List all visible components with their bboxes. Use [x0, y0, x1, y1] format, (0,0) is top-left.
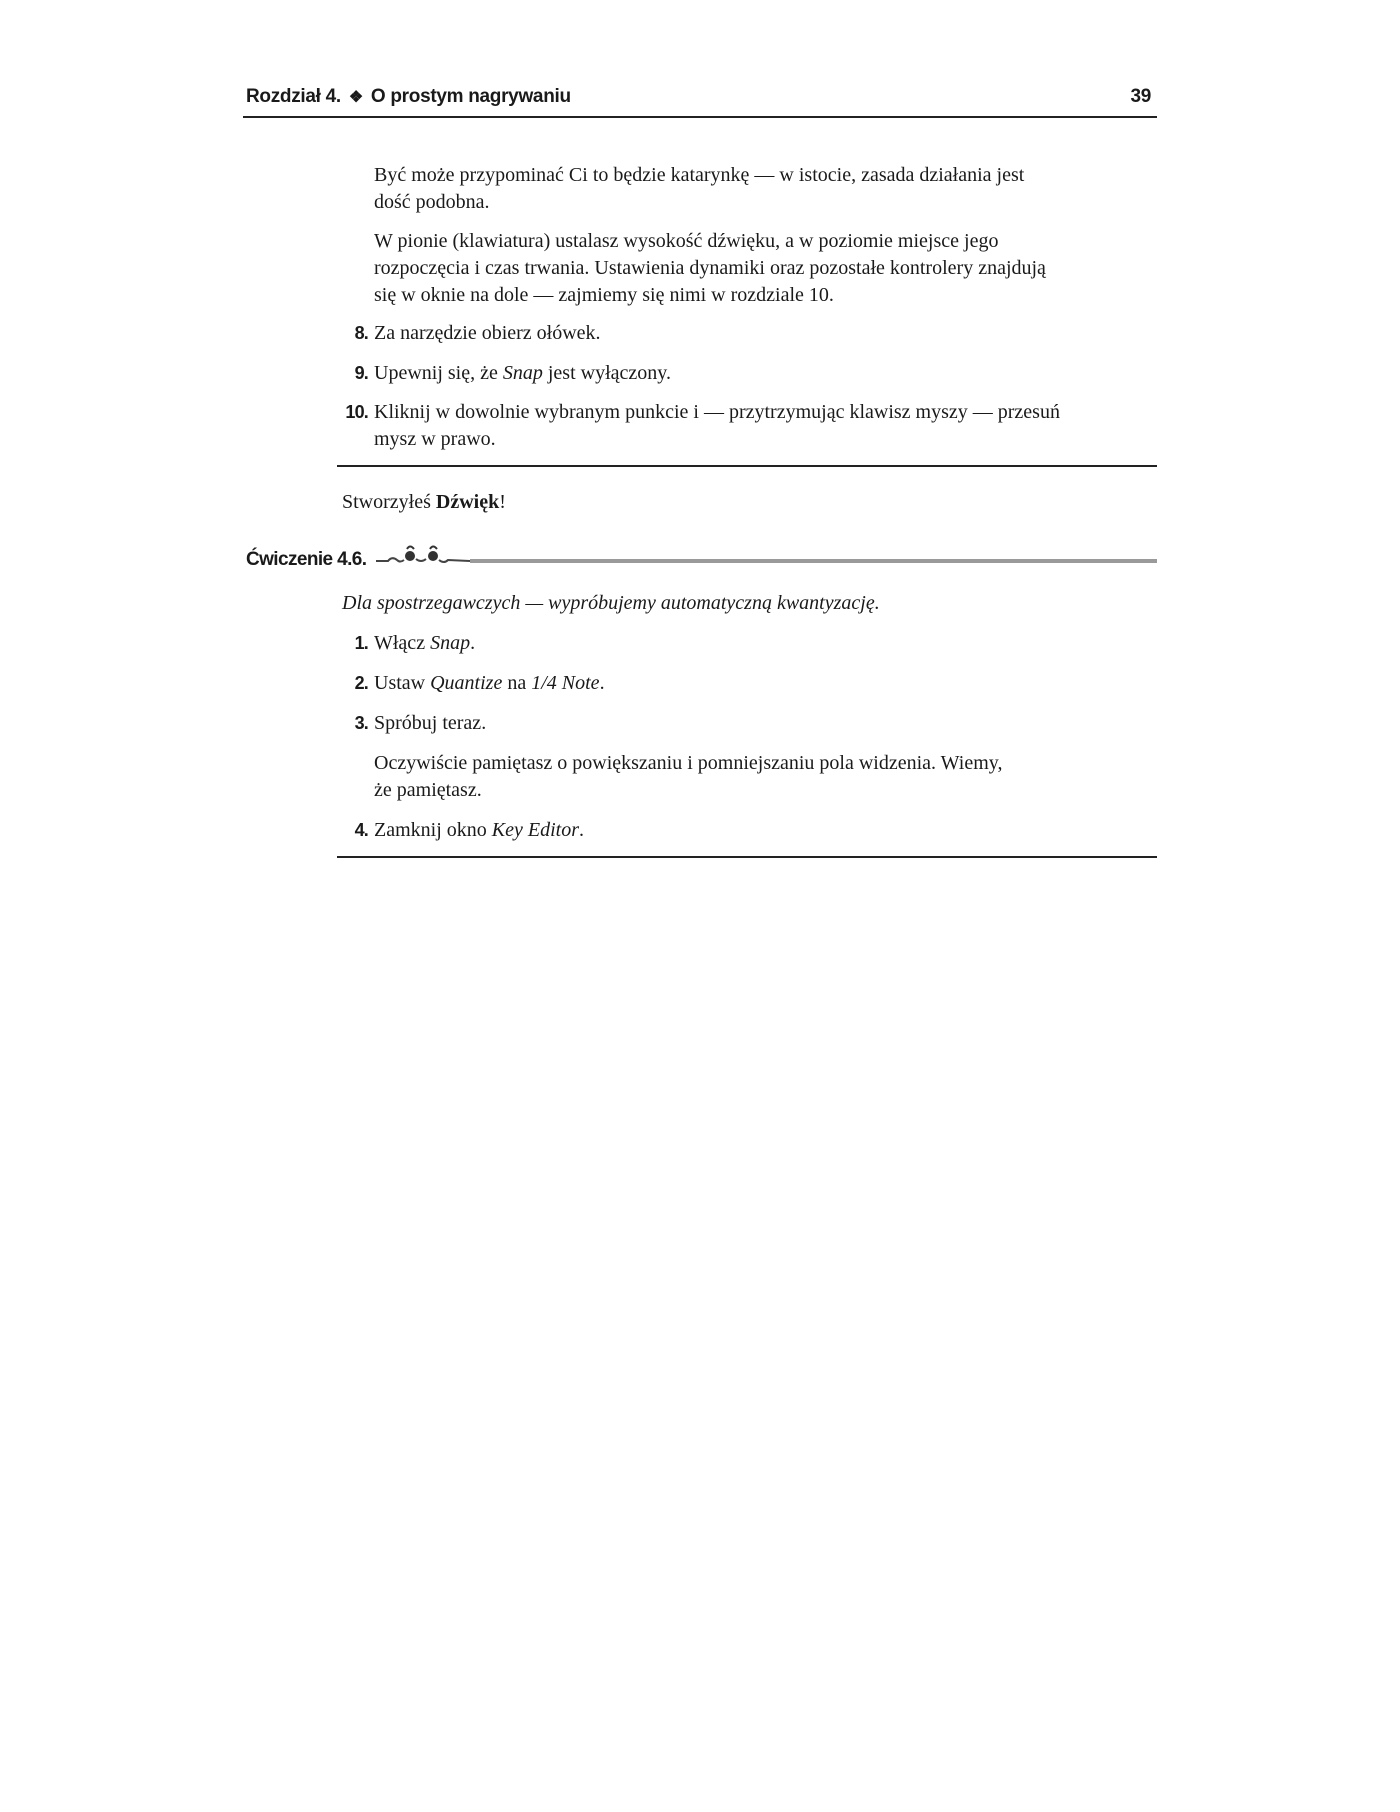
header-chapter-title	[246, 86, 571, 108]
divider-rule	[337, 465, 1157, 467]
running-header	[243, 82, 1157, 118]
page-number: 39	[1130, 86, 1151, 107]
step-number: 3.	[354, 713, 368, 733]
note-paragraph: Oczywiście pamiętasz o powiększaniu i pomniejszaniu pola widzenia. Wiemy, że pamiętasz.	[374, 752, 1003, 801]
step-3-text: Spróbuj teraz.	[374, 712, 487, 734]
paragraph-pionie: W pionie (klawiatura) ustalasz wysokość dźwięku, a w poziomie miejsce jego rozpoczęcia i czas trwania. Ustawienia dynamiki oraz pozostałe kontrolery znajdują się w oknie na dole — zajmiemy się nimi w rozdziale 10.	[374, 230, 1046, 306]
step-8-text: Za narzędzie obierz ołówek.	[374, 322, 601, 344]
ornament-icon	[376, 544, 476, 568]
step-10-text: Kliknij w dowolnie wybranym punkcie i — przytrzymując klawisz myszy — przesuń mysz w prawo.	[374, 401, 1060, 450]
step-4-text: Zamknij okno Key Editor.	[374, 819, 584, 841]
step-1-text: Włącz Snap.	[374, 632, 476, 654]
step-number: 1.	[354, 633, 368, 653]
step-number: 8.	[354, 323, 368, 343]
step-number: 4.	[354, 820, 368, 840]
exercise-label: Ćwiczenie 4.6.	[246, 549, 367, 570]
diamond-icon: ❖	[348, 89, 363, 106]
header-title: O prostym nagrywaniu	[370, 86, 571, 107]
step-number: 9.	[354, 363, 368, 383]
exercise-heading-line	[470, 559, 1157, 563]
step-2-text: Ustaw Quantize na 1/4 Note.	[374, 672, 605, 694]
exercise-intro: Dla spostrzegawczych — wypróbujemy automatyczną kwantyzację.	[342, 592, 880, 614]
result-text: Stworzyłeś Dźwięk!	[342, 491, 506, 513]
chapter-label: Rozdział 4.	[246, 86, 341, 107]
step-number: 10.	[345, 402, 368, 422]
step-9-text: Upewnij się, że Snap jest wyłączony.	[374, 362, 671, 384]
step-number: 2.	[354, 673, 368, 693]
paragraph-katarynka: Być może przypominać Ci to będzie katarynkę — w istocie, zasada działania jest dość podobna.	[374, 164, 1025, 213]
divider-rule	[337, 856, 1157, 858]
